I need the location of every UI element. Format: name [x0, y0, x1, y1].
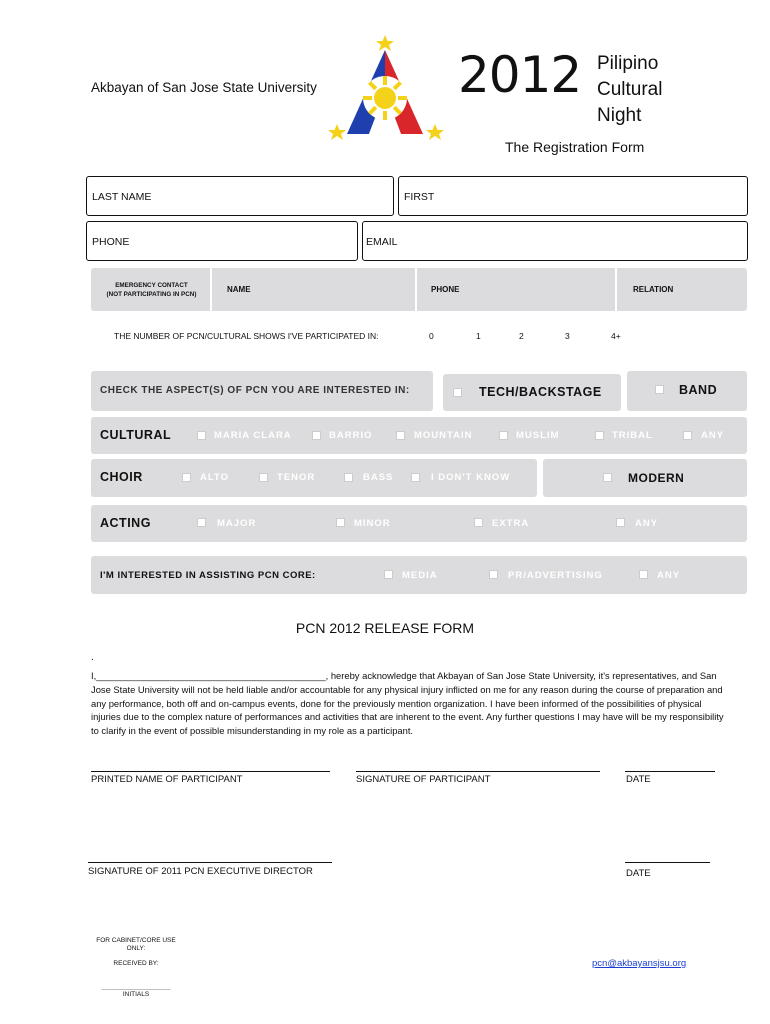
extra-checkbox[interactable]	[474, 518, 483, 527]
modern-label: MODERN	[628, 471, 685, 485]
interests-prompt-panel	[91, 371, 433, 411]
last-name-label: LAST NAME	[92, 191, 152, 203]
choir-row	[91, 459, 537, 497]
cultural-label: CULTURAL	[100, 428, 172, 442]
cabinet-use-label: FOR CABINET/CORE USE	[96, 937, 176, 944]
shows-option-0[interactable]: 0	[429, 331, 434, 341]
event-title-line3: Night	[597, 105, 642, 126]
emergency-contact-sublabel: (NOT PARTICIPATING IN PCN)	[106, 291, 197, 298]
acting-any-label[interactable]: ANY	[635, 518, 659, 529]
emergency-phone-label: PHONE	[431, 285, 460, 294]
pr-advertising-checkbox[interactable]	[489, 570, 498, 579]
phone-field[interactable]	[86, 221, 358, 261]
band-checkbox[interactable]	[655, 385, 664, 394]
cultural-row	[91, 417, 747, 454]
major-checkbox[interactable]	[197, 518, 206, 527]
date-line-1[interactable]	[625, 771, 715, 772]
muslim-label[interactable]: MUSLIM	[516, 430, 560, 441]
shows-question: THE NUMBER OF PCN/CULTURAL SHOWS I'VE PARTICIPATED IN:	[114, 331, 379, 341]
tech-backstage-option[interactable]	[443, 374, 621, 411]
email-field[interactable]	[362, 221, 748, 261]
major-label[interactable]: MAJOR	[217, 518, 257, 529]
modern-option[interactable]	[543, 459, 747, 497]
emergency-name-label: NAME	[227, 285, 251, 294]
modern-checkbox[interactable]	[603, 473, 612, 482]
shows-option-1[interactable]: 1	[476, 331, 481, 341]
form-title: The Registration Form	[505, 139, 645, 155]
signature-line[interactable]	[356, 771, 600, 772]
alto-label[interactable]: ALTO	[200, 472, 229, 483]
emergency-contact-label-cell	[91, 268, 212, 311]
emergency-phone-cell[interactable]	[419, 268, 617, 311]
tech-backstage-label: TECH/BACKSTAGE	[479, 385, 602, 399]
bass-checkbox[interactable]	[344, 473, 353, 482]
received-by-label: RECEIVED BY:	[113, 960, 159, 967]
printed-name-line[interactable]	[91, 771, 330, 772]
dont-know-label[interactable]: I DON'T KNOW	[431, 472, 511, 483]
acting-any-checkbox[interactable]	[616, 518, 625, 527]
extra-label[interactable]: EXTRA	[492, 518, 530, 529]
first-name-label: FIRST	[404, 191, 435, 203]
printed-name-label: PRINTED NAME OF PARTICIPANT	[91, 774, 243, 785]
phone-label: PHONE	[92, 236, 130, 248]
media-checkbox[interactable]	[384, 570, 393, 579]
director-signature-line[interactable]	[88, 862, 332, 863]
bass-label[interactable]: BASS	[363, 472, 394, 483]
band-option[interactable]	[627, 371, 747, 411]
barrio-checkbox[interactable]	[312, 431, 321, 440]
alto-checkbox[interactable]	[182, 473, 191, 482]
release-form-title: PCN 2012 RELEASE FORM	[295, 620, 475, 636]
cultural-any-checkbox[interactable]	[683, 431, 692, 440]
first-name-field[interactable]	[398, 176, 748, 216]
shows-option-3[interactable]: 3	[565, 331, 570, 341]
event-year: 2012	[458, 46, 582, 104]
band-label: BAND	[679, 383, 718, 397]
maria-clara-checkbox[interactable]	[197, 431, 206, 440]
contact-email-link[interactable]: pcn@akbayansjsu.org	[592, 958, 687, 969]
interests-prompt: CHECK THE ASPECT(S) OF PCN YOU ARE INTERESTED IN:	[100, 385, 410, 396]
cabinet-use-sublabel: ONLY:	[126, 945, 146, 952]
core-any-checkbox[interactable]	[639, 570, 648, 579]
mountain-checkbox[interactable]	[396, 431, 405, 440]
date-label-1: DATE	[626, 774, 651, 785]
media-label[interactable]: MEDIA	[402, 570, 438, 581]
director-signature-label: SIGNATURE OF 2011 PCN EXECUTIVE DIRECTOR	[88, 866, 313, 877]
event-title	[597, 51, 662, 129]
mountain-label[interactable]: MOUNTAIN	[414, 430, 473, 441]
philippine-flag-logo	[325, 34, 447, 144]
date-line-2[interactable]	[625, 862, 710, 863]
organization-name: Akbayan of San Jose State University	[91, 80, 317, 95]
signature-label: SIGNATURE OF PARTICIPANT	[356, 774, 491, 785]
emergency-relation-label: RELATION	[633, 285, 674, 294]
release-text: I,____________________________________________, hereby acknowledge that Akbayan of San Jose State University, it's representatives, and San Jose State University will not be held liable and/or accountable for any physical injury inflicted on me for any reason during the course of preparation and any performance, both off and on-campus events, done for the previously mention organization. I have been informed of the possibilities of physical injuries due to the complex nature of performances and activities that are inherent to the event. Any further questions I may have will be my responsibility to clarify in the event of possible misunderstanding in my role as a participant.	[91, 670, 724, 737]
initials-line[interactable]: ___________________	[101, 983, 171, 990]
minor-label[interactable]: MINOR	[354, 518, 391, 529]
tribal-label[interactable]: TRIBAL	[612, 430, 653, 441]
emergency-relation-cell[interactable]	[619, 268, 747, 311]
pr-advertising-label[interactable]: PR/ADVERTISING	[508, 570, 603, 581]
minor-checkbox[interactable]	[336, 518, 345, 527]
shows-option-4plus[interactable]: 4+	[611, 331, 621, 341]
tenor-label[interactable]: TENOR	[277, 472, 316, 483]
maria-clara-label[interactable]: MARIA CLARA	[214, 430, 292, 441]
email-label: EMAIL	[366, 236, 398, 248]
shows-option-2[interactable]: 2	[519, 331, 524, 341]
core-row	[91, 556, 747, 594]
acting-label: ACTING	[100, 516, 151, 530]
initials-label: INITIALS	[122, 991, 150, 998]
tenor-checkbox[interactable]	[259, 473, 268, 482]
muslim-checkbox[interactable]	[499, 431, 508, 440]
barrio-label[interactable]: BARRIO	[329, 430, 373, 441]
emergency-contact-label: EMERGENCY CONTACT	[115, 282, 188, 289]
tech-backstage-checkbox[interactable]	[453, 388, 462, 397]
event-title-line1: Pilipino	[597, 53, 659, 74]
emergency-name-cell[interactable]	[214, 268, 417, 311]
cultural-any-label[interactable]: ANY	[701, 430, 725, 441]
choir-label: CHOIR	[100, 470, 143, 484]
release-dot: .	[91, 652, 94, 663]
core-label: I'M INTERESTED IN ASSISTING PCN CORE:	[100, 570, 316, 581]
event-title-line2: Cultural	[597, 79, 663, 100]
date-label-2: DATE	[626, 868, 651, 879]
core-any-label[interactable]: ANY	[657, 570, 681, 581]
last-name-field[interactable]	[86, 176, 394, 216]
acting-row	[91, 505, 747, 542]
tribal-checkbox[interactable]	[595, 431, 604, 440]
dont-know-checkbox[interactable]	[411, 473, 420, 482]
